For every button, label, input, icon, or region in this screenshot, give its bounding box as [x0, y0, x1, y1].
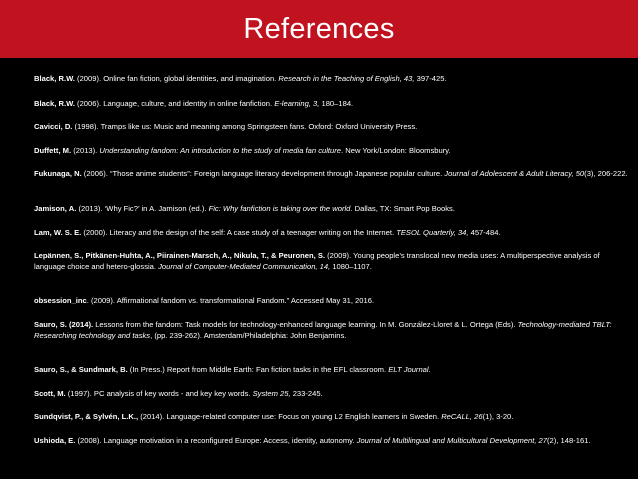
reference-entry [34, 122, 629, 133]
reference-text: , (pp. 239-262). Amsterdam/Philadelphia: John Benjamins. [150, 330, 347, 340]
reference-entry [34, 146, 629, 157]
reference-source: Journal of Adolescent & Adult Literacy, 50 [444, 169, 585, 179]
reference-text: . (2009). Affirmational fandom vs. transformational Fandom.” Accessed May 31, 2016. [86, 296, 375, 306]
reference-entry [34, 251, 629, 272]
reference-entry [34, 74, 629, 85]
reference-author: obsession_inc [34, 296, 87, 306]
reference-source: Journal of Computer-Mediated Communication, 14, [158, 261, 331, 271]
reference-text: 233-245. [290, 388, 323, 398]
reference-author: Lepännen, S., Pitkänen-Huhta, A., Piirainen-Marsch, A., Nikula, T., & Peuronen, S. [34, 251, 326, 261]
reference-source: System 25, [252, 388, 291, 398]
reference-source: TESOL Quarterly, 34, [396, 227, 469, 237]
reference-entry [34, 365, 629, 376]
reference-text: (1998). Tramps like us: Music and meaning among Springsteen fans. Oxford: Oxford University Press. [72, 122, 418, 132]
reference-text: . Dallas, TX: Smart Pop Books. [350, 203, 455, 213]
reference-source: Understanding fandom: An introduction to the study of media fan culture [99, 145, 342, 155]
reference-text: (3), 206-222. [584, 169, 628, 179]
reference-source: ELT Journal [388, 365, 429, 375]
reference-entry [34, 228, 629, 239]
reference-entry [34, 436, 629, 447]
reference-author: Fukunaga, N. [34, 169, 82, 179]
reference-entry [34, 412, 629, 423]
reference-text: (2008). Language motivation in a reconfigured Europe: Access, identity, autonomy. [75, 435, 357, 445]
reference-text: (2014). Language-related computer use: Focus on young L2 English learners in Sweden. [138, 412, 442, 422]
reference-text: (1997). PC analysis of key words - and key key words. [65, 388, 253, 398]
reference-text: (2009). Online fan fiction, global identities, and imagination. [74, 74, 279, 83]
reference-author: Jamison, A. [34, 203, 77, 213]
reference-entry [34, 169, 629, 180]
reference-text: Lessons from the fandom: Task models for technology-enhanced language learning. In M. González-Lloret & L. Ortega (Eds). [93, 319, 518, 329]
reference-entry [34, 296, 629, 307]
reference-author: Cavicci, D. [34, 122, 73, 132]
reference-source: Journal of Multilingual and Multicultural Development, 27 [356, 435, 548, 445]
reference-text: (1), 3-20. [482, 412, 514, 422]
reference-text: (In Press.) Report from Middle Earth: Fan fiction tasks in the EFL classroom. [127, 365, 389, 375]
reference-text: . [428, 365, 431, 375]
reference-source: Technology-mediated TBLT: Researching technology and tasks [34, 319, 612, 340]
reference-entry [34, 389, 629, 400]
reference-text: . New York/London: Bloomsbury. [341, 145, 451, 155]
reference-text: 180–184. [319, 98, 354, 108]
reference-text: 457-484. [468, 227, 501, 237]
reference-author: Scott, M. [34, 388, 66, 398]
reference-source: E-learning, 3, [274, 98, 320, 108]
reference-text: 397-425. [414, 74, 447, 83]
reference-entry [34, 204, 629, 215]
reference-list [34, 74, 629, 447]
reference-source: Fic: Why fanfiction is taking over the world [208, 203, 351, 213]
reference-author: Sundqvist, P., & Sylvén, L.K., [34, 412, 139, 422]
reference-author: Black, R.W. [34, 74, 75, 83]
reference-text: (2009). Young people’s translocal new media uses: A multiperspective analysis of language choice and hetero-glossia. [34, 251, 600, 271]
reference-author: Sauro, S. (2014). [34, 319, 94, 329]
slide-title: References [243, 12, 395, 45]
reference-entry [34, 99, 629, 110]
reference-text: (2013). ‘Why Fic?’ in A. Jamison (ed.). [76, 203, 209, 213]
reference-author: Black, R.W. [34, 98, 75, 108]
reference-text: (2006). Language, culture, and identity in online fanfiction. [74, 98, 275, 108]
reference-author: Sauro, S., & Sundmark, B. [34, 365, 128, 375]
reference-source: ReCALL, 26 [441, 412, 483, 422]
reference-text: (2000). Literacy and the design of the self: A case study of a teenager writing on the Internet. [81, 227, 397, 237]
reference-author: Lam, W. S. E. [34, 227, 82, 237]
reference-text: (2), 148-161. [547, 435, 591, 445]
reference-text: (2006). “Those anime students”: Foreign language literacy development through Japanese popular culture. [81, 169, 445, 179]
reference-text: (2013). [71, 145, 100, 155]
reference-entry [34, 320, 629, 341]
reference-text: 1080–1107. [330, 261, 372, 271]
title-bar [0, 0, 638, 58]
reference-author: Duffett, M. [34, 145, 72, 155]
reference-author: Ushioda, E. [34, 435, 76, 445]
reference-source: Research in the Teaching of English, 43, [278, 74, 415, 83]
